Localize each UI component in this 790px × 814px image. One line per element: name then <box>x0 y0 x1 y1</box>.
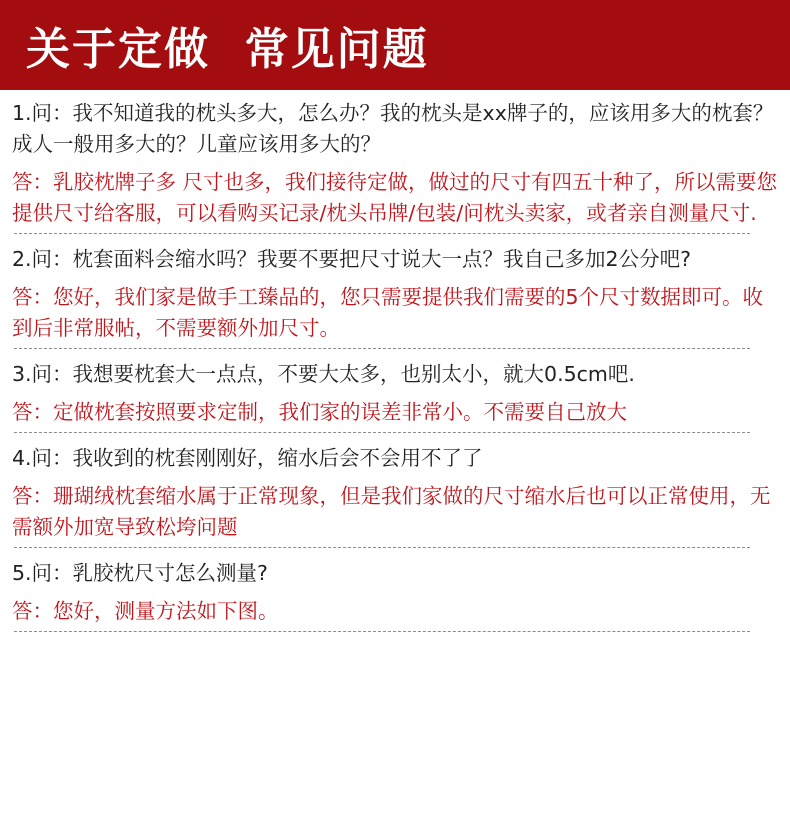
faq-question: 1.问：我不知道我的枕头多大，怎么办？我的枕头是xx牌子的，应该用多大的枕套？成人一般用多大的？儿童应该用多大的？ <box>12 101 774 156</box>
faq-item-5 <box>12 558 790 632</box>
faq-question: 4.问：我收到的枕套刚刚好，缩水后会不会用不了了 <box>12 446 483 470</box>
dashed-divider <box>14 432 750 433</box>
page-title: 关于定做 常见问题 <box>26 24 429 75</box>
faq-item-3 <box>12 359 790 433</box>
faq-answer: 答：您好，测量方法如下图。 <box>12 599 279 623</box>
faq-answer: 答：珊瑚绒枕套缩水属于正常现象，但是我们家做的尺寸缩水后也可以正常使用，无需额外加宽导致松垮问题 <box>12 484 771 539</box>
dashed-divider <box>14 233 750 234</box>
faq-item-4 <box>12 443 790 548</box>
faq-list <box>0 90 790 632</box>
faq-answer: 答：定做枕套按照要求定制，我们家的误差非常小。不需要自己放大 <box>12 400 627 424</box>
dashed-divider <box>14 547 750 548</box>
faq-question: 3.问：我想要枕套大一点点，不要大太多，也别太小，就大0.5cm吧. <box>12 362 635 386</box>
faq-item-1 <box>12 98 790 234</box>
faq-item-2 <box>12 244 790 349</box>
faq-answer: 答：您好，我们家是做手工臻品的，您只需要提供我们需要的5个尺寸数据即可。收到后非常服帖，不需要额外加尺寸。 <box>12 285 764 340</box>
dashed-divider <box>14 348 750 349</box>
dashed-divider <box>14 631 750 632</box>
faq-question: 2.问：枕套面料会缩水吗？我要不要把尺寸说大一点？我自己多加2公分吧? <box>12 247 691 271</box>
header-banner <box>0 0 790 90</box>
faq-answer: 答：乳胶枕牌子多 尺寸也多，我们接待定做，做过的尺寸有四五十种了，所以需要您提供尺寸给客服，可以看购买记录/枕头吊牌/包装/问枕头卖家，或者亲自测量尺寸. <box>12 170 778 225</box>
faq-question: 5.问：乳胶枕尺寸怎么测量? <box>12 561 268 585</box>
